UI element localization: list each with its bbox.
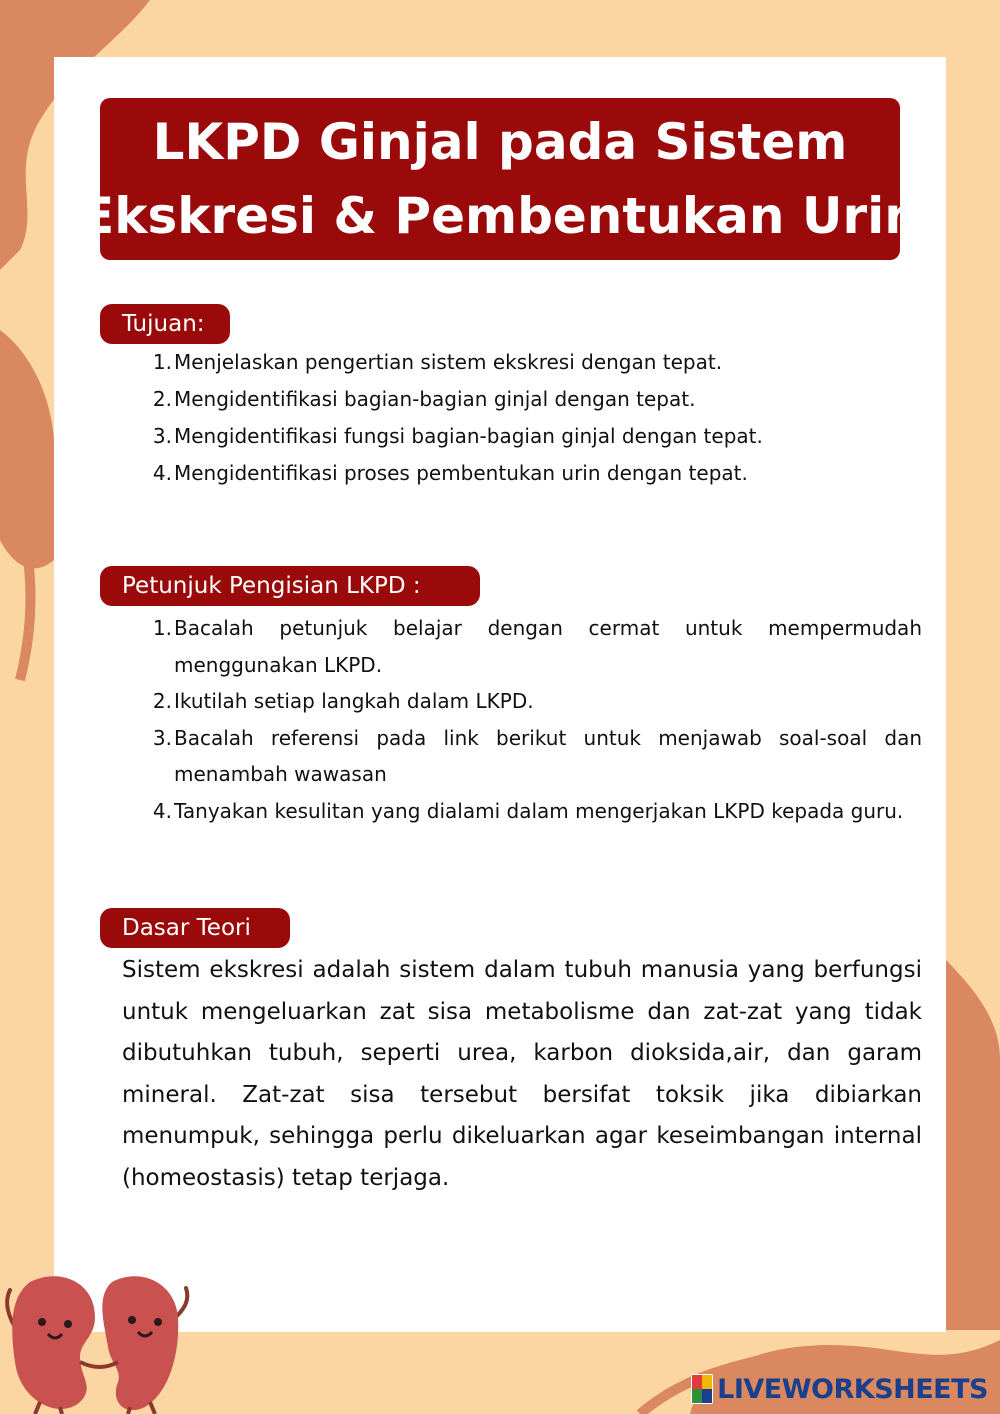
petunjuk-list	[146, 610, 922, 829]
petunjuk-label: Petunjuk Pengisian LKPD :	[100, 566, 480, 606]
list-item: 2. Ikutilah setiap langkah dalam LKPD.	[152, 689, 534, 713]
liveworksheets-brand	[691, 1372, 988, 1406]
kidney-mascots-illustration	[0, 1262, 200, 1414]
list-item: 3. Bacalah referensi pada link berikut untuk menjawab soal-soal dan menambah wawasan	[152, 725, 922, 786]
page-title-line-2: Ekskresi & Pembentukan Urin	[80, 187, 920, 245]
dasar-teori-label: Dasar Teori	[100, 908, 290, 948]
page-title-line-1: LKPD Ginjal pada Sistem	[152, 113, 848, 171]
list-item: 3. Mengidentifikasi fungsi bagian-bagian ginjal dengan tepat.	[152, 424, 763, 448]
brand-name: LIVEWORKSHEETS	[717, 1373, 988, 1405]
title-banner	[80, 98, 920, 260]
tujuan-label: Tujuan:	[100, 304, 230, 344]
dasar-teori-text: Sistem ekskresi adalah sistem dalam tubuh manusia yang berfungsi untuk mengeluarkan zat sisa metabolisme dan zat-zat yang tidak dibutuhkan tubuh, seperti urea, karbon dioksida,air, dan garam mineral. Zat-zat sisa tersebut bersifat toksik jika dibiarkan menumpuk, sehingga perlu dikeluarkan agar keseimbangan internal (homeostasis) tetap terjaga.	[122, 957, 922, 1191]
tujuan-list	[146, 344, 922, 492]
liveworksheets-logo-icon	[691, 1374, 713, 1404]
list-item: 1. Bacalah petunjuk belajar dengan cermat untuk mempermudah menggunakan LKPD.	[152, 616, 922, 677]
list-item: 2. Mengidentifikasi bagian-bagian ginjal dengan tepat.	[152, 387, 696, 411]
list-item: 4. Tanyakan kesulitan yang dialami dalam mengerjakan LKPD kepada guru.	[152, 798, 904, 823]
list-item: 4. Mengidentifikasi proses pembentukan urin dengan tepat.	[152, 461, 748, 485]
list-item: 1. Menjelaskan pengertian sistem ekskresi dengan tepat.	[152, 350, 723, 374]
